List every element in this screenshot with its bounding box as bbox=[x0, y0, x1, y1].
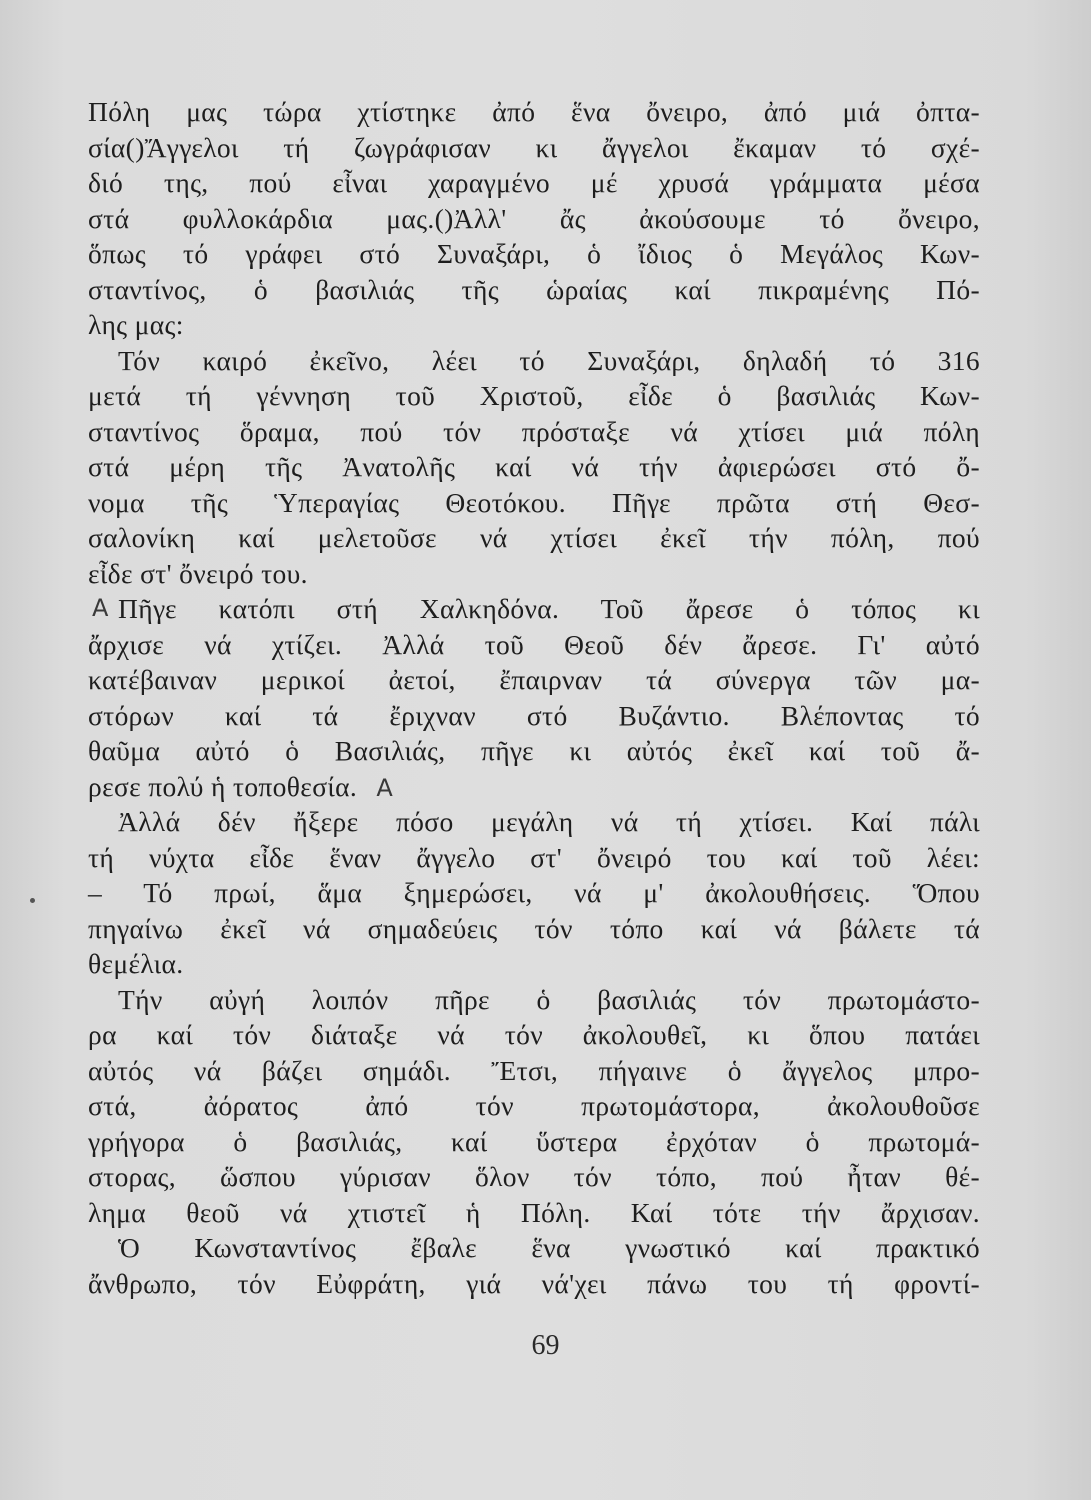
text-line: ρεσε πολύ ἡ τοποθεσία. bbox=[88, 770, 358, 802]
text-line: Πῆγε κατόπι στή Χαλκηδόνα. Τοῦ ἄρεσε ὁ τόπος κι bbox=[118, 593, 980, 624]
text-line: σαλονίκη καί μελετοῦσε νά χτίσει ἐκεῖ τήν πόλη, πού bbox=[88, 522, 980, 553]
text-line: Τήν αὐγή λοιπόν πῆρε ὁ βασιλιάς τόν πρωτομάστο- bbox=[118, 983, 980, 1015]
text-line: στά φυλλοκάρδια μας.()Ἀλλ' ἄς ἀκούσουμε τό ὄνειρο, bbox=[88, 202, 980, 234]
text-line: θεμέλια. bbox=[88, 948, 184, 979]
text-line: σταντίνος ὅραμα, πού τόν πρόσταξε νά χτίσει μιά πόλη bbox=[88, 415, 980, 447]
text-line: στορας, ὥσπου γύρισαν ὅλον τόν τόπο, πού ἦταν θέ- bbox=[88, 1161, 980, 1192]
text-line-with-mark bbox=[88, 769, 980, 805]
handwritten-mark: A bbox=[376, 773, 394, 802]
handwritten-mark: A bbox=[92, 594, 109, 622]
text-line: αὐτός νά βάζει σημάδι. Ἔτσι, πήγαινε ὁ ἄγγελος μπρο- bbox=[88, 1054, 980, 1086]
text-line: στά, ἀόρατος ἀπό τόν πρωτομάστορα, ἀκολουθοῦσε bbox=[88, 1090, 980, 1121]
text-line: ἄνθρωπο, τόν Εὐφράτη, γιά νά'χει πάνω του τή φροντί- bbox=[88, 1267, 980, 1299]
text-line: σία()Ἄγγελοι τή ζωγράφισαν κι ἄγγελοι ἔκαμαν τό σχέ- bbox=[88, 131, 980, 163]
text-line: στόρων καί τά ἔριχναν στό Βυζάντιο. Βλέποντας τό bbox=[88, 699, 980, 731]
text-line: – Τό πρωί, ἅμα ξημερώσει, νά μ' ἀκολουθήσεις. Ὅπου bbox=[88, 877, 980, 908]
speck bbox=[30, 898, 35, 903]
text-line: ἄρχισε νά χτίζει. Ἀλλά τοῦ Θεοῦ δέν ἄρεσε. Γι' αὐτό bbox=[88, 628, 980, 660]
text-line-with-mark bbox=[88, 591, 980, 627]
text-line: νομα τῆς Ὑπεραγίας Θεοτόκου. Πῆγε πρῶτα στή Θεσ- bbox=[88, 486, 980, 518]
text-line: Τόν καιρό ἐκεῖνο, λέει τό Συναξάρι, δηλαδή τό 316 bbox=[118, 344, 980, 376]
text-line: θαῦμα αὐτό ὁ Βασιλιάς, πῆγε κι αὐτός ἐκεῖ καί τοῦ ἄ- bbox=[88, 735, 980, 766]
text-line: γρήγορα ὁ βασιλιάς, καί ὕστερα ἐρχόταν ὁ πρωτομά- bbox=[88, 1125, 980, 1157]
text-line: ρα καί τόν διάταξε νά τόν ἀκολουθεῖ, κι ὅπου πατάει bbox=[88, 1019, 980, 1050]
text-line: διό της, πού εἶναι χαραγμένο μέ χρυσά γράμματα μέσα bbox=[88, 167, 980, 198]
text-line: σταντίνος, ὁ βασιλιάς τῆς ὡραίας καί πικραμένης Πό- bbox=[88, 273, 980, 305]
text-line: λημα θεοῦ νά χτιστεῖ ἡ Πόλη. Καί τότε τήν ἄρχισαν. bbox=[88, 1196, 980, 1228]
text-line: ὅπως τό γράφει στό Συναξάρι, ὁ ἴδιος ὁ Μεγάλος Κων- bbox=[88, 238, 980, 269]
text-line: στά μέρη τῆς Ἀνατολῆς καί νά τήν ἀφιερώσει στό ὄ- bbox=[88, 451, 980, 482]
text-line: τή νύχτα εἶδε ἕναν ἄγγελο στ' ὄνειρό του καί τοῦ λέει: bbox=[88, 841, 980, 873]
text-line: κατέβαιναν μερικοί ἀετοί, ἔπαιρναν τά σύνεργα τῶν μα- bbox=[88, 664, 980, 695]
text-line: μετά τή γέννηση τοῦ Χριστοῦ, εἶδε ὁ βασιλιάς Κων- bbox=[88, 380, 980, 411]
text-line: Ὁ Κωνσταντίνος ἔβαλε ἕνα γνωστικό καί πρακτικό bbox=[118, 1232, 980, 1263]
text-line: Ἀλλά δέν ἤξερε πόσο μεγάλη νά τή χτίσει. Καί πάλι bbox=[118, 806, 980, 837]
body-text bbox=[88, 94, 980, 1301]
page-number: 69 bbox=[531, 1330, 560, 1361]
text-line: πηγαίνω ἐκεῖ νά σημαδεύεις τόν τόπο καί νά βάλετε τά bbox=[88, 912, 980, 944]
text-line: εἶδε στ' ὄνειρό του. bbox=[88, 557, 308, 589]
text-line: Πόλη μας τώρα χτίστηκε ἀπό ἕνα ὄνειρο, ἀπό μιά ὀπτα- bbox=[88, 96, 980, 127]
text-line: λης μας: bbox=[88, 309, 184, 340]
